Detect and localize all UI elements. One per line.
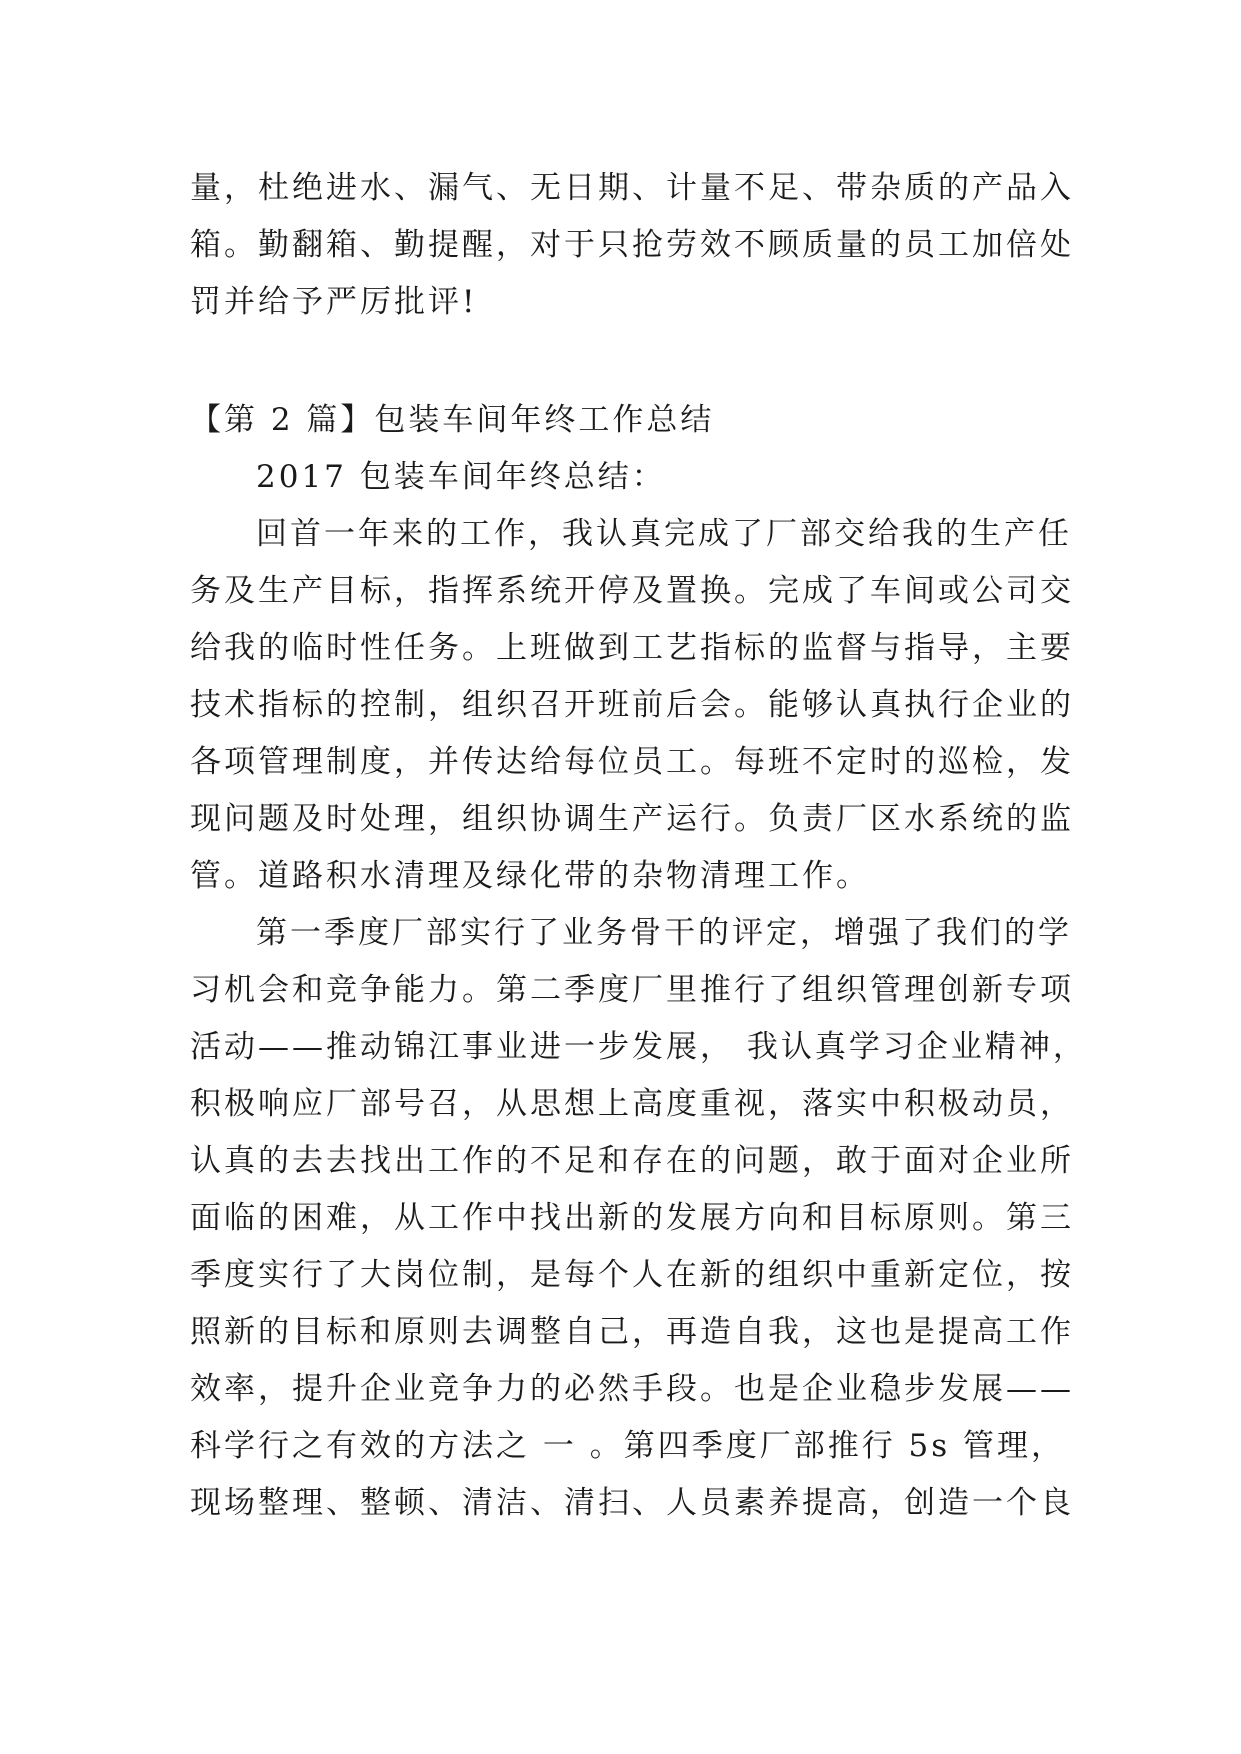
paragraph-line: 技术指标的控制，组织召开班前后会。能够认真执行企业的 [190, 687, 1074, 723]
body-text-line: 罚并给予严厉批评! [190, 284, 478, 320]
paragraph-line: 积极响应厂部号召，从思想上高度重视，落实中积极动员， [190, 1086, 1074, 1122]
paragraph-line: 给我的临时性任务。上班做到工艺指标的监督与指导，主要 [190, 630, 1074, 666]
paragraph-line: 活动——推动锦江事业进一步发展， 我认真学习企业精神， [190, 1029, 1087, 1065]
paragraph-line: 现场整理、整顿、清洁、清扫、人员素养提高，创造一个良 [190, 1485, 1074, 1521]
body-text-line: 箱。勤翻箱、勤提醒，对于只抢劳效不顾质量的员工加倍处 [190, 227, 1074, 263]
paragraph-line: 季度实行了大岗位制，是每个人在新的组织中重新定位，按 [190, 1257, 1074, 1293]
paragraph-line: 照新的目标和原则去调整自己，再造自我，这也是提高工作 [190, 1314, 1074, 1350]
paragraph-line: 认真的去去找出工作的不足和存在的问题，敢于面对企业所 [190, 1143, 1074, 1179]
paragraph-line: 效率，提升企业竞争力的必然手段。也是企业稳步发展—— [190, 1371, 1074, 1407]
paragraph-line: 第一季度厂部实行了业务骨干的评定，增强了我们的学 [256, 915, 1072, 951]
body-text-line: 量，杜绝进水、漏气、无日期、计量不足、带杂质的产品入 [190, 170, 1074, 206]
paragraph-line: 习机会和竞争能力。第二季度厂里推行了组织管理创新专项 [190, 972, 1074, 1008]
paragraph-line: 面临的困难，从工作中找出新的发展方向和目标原则。第三 [190, 1200, 1074, 1236]
paragraph-line: 现问题及时处理，组织协调生产运行。负责厂区水系统的监 [190, 801, 1074, 837]
paragraph-line: 务及生产目标，指挥系统开停及置换。完成了车间或公司交 [190, 573, 1074, 609]
paragraph-line: 回首一年来的工作，我认真完成了厂部交给我的生产任 [256, 516, 1072, 552]
paragraph-line: 科学行之有效的方法之 一 。第四季度厂部推行 5s 管理， [190, 1428, 1066, 1464]
paragraph-line: 管。道路积水清理及绿化带的杂物清理工作。 [190, 858, 870, 894]
section-heading: 【第 2 篇】包装车间年终工作总结 [190, 402, 715, 438]
paragraph-line: 各项管理制度，并传达给每位员工。每班不定时的巡检，发 [190, 744, 1074, 780]
section-subtitle: 2017 包装车间年终总结： [256, 459, 666, 495]
